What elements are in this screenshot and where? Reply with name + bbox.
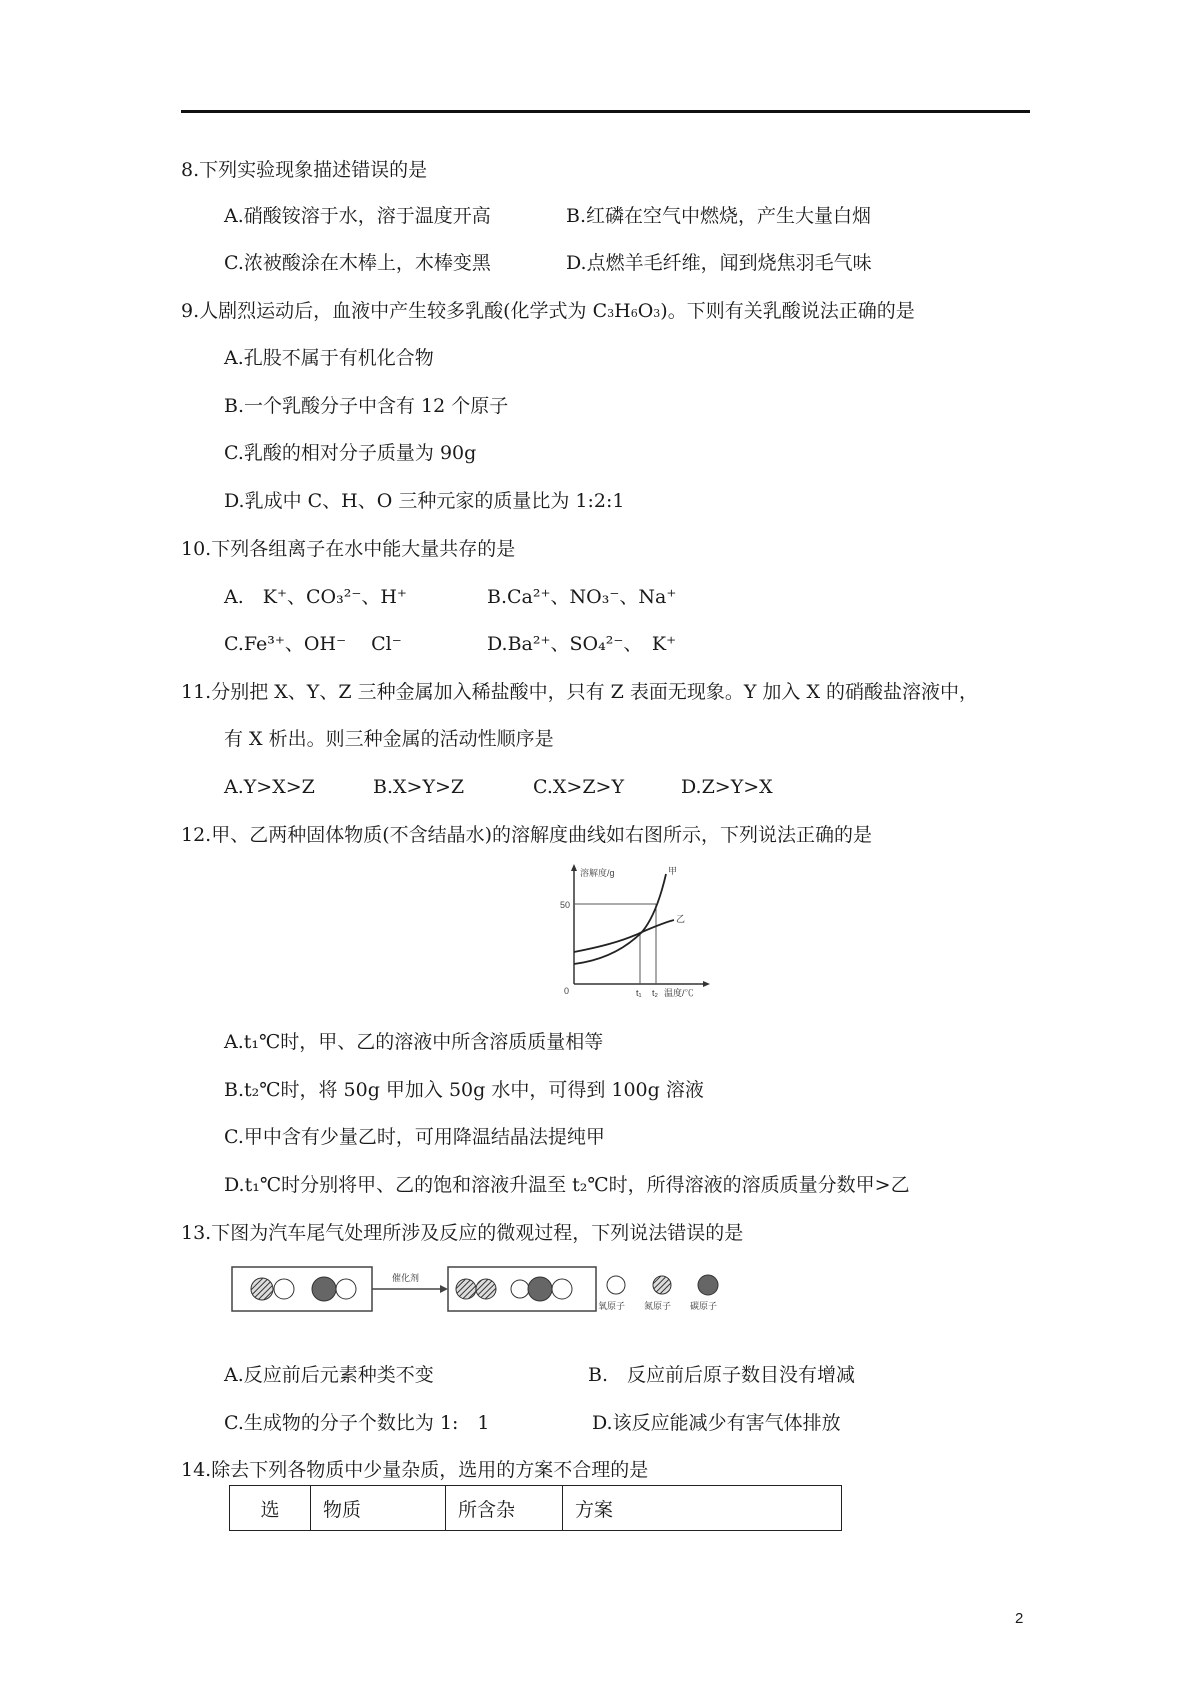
header-substance: 物质: [311, 1486, 446, 1531]
q9-stem-post: )。下则有关乳酸说法正确的是: [660, 300, 915, 322]
reactant-oxygen-atom-2: [336, 1279, 356, 1299]
tick-t1: t₁: [636, 988, 642, 998]
legend-carbon-icon: [698, 1275, 718, 1295]
q11-stem-line1: 11.分别把 X、Y、Z 三种金属加入稀盐酸中，只有 Z 表面无现象。Y 加入 X 的硝酸盐溶液中，: [181, 681, 979, 703]
legend-nitrogen-icon: [653, 1276, 671, 1294]
product-carbon-atom: [528, 1277, 552, 1301]
q12-option-a: A.t₁℃时，甲、乙的溶液中所含溶质质量相等: [224, 1031, 604, 1053]
q11-stem-line2: 有 X 析出。则三种金属的活动性顺序是: [224, 728, 554, 750]
formula-o-sub: 3: [653, 307, 661, 320]
header-rule: [181, 110, 1030, 113]
q14-stem: 14.除去下列各物质中少量杂质，选用的方案不合理的是: [181, 1459, 649, 1481]
q8-stem: 8.下列实验现象描述错误的是: [181, 159, 428, 181]
formula-h: H: [614, 300, 631, 322]
header-impurity: 所含杂: [446, 1486, 563, 1531]
header-option: 选: [230, 1486, 311, 1531]
q13-option-b: B. 反应前后原子数目没有增减: [588, 1364, 856, 1386]
q11-option-a: A.Y>X>Z: [224, 776, 315, 798]
q9-option-b: B.一个乳酸分子中含有 12 个原子: [224, 395, 509, 417]
q9-stem-pre: 9.人剧烈运动后，血液中产生较多乳酸(化学式为: [181, 300, 593, 322]
reaction-arrowhead: [440, 1285, 448, 1293]
table-header-row: [230, 1486, 842, 1531]
q9-option-d: D.乳成中 C、H、O 三种元家的质量比为 1:2:1: [224, 490, 625, 512]
y-axis-arrow: [571, 864, 577, 871]
legend-nitrogen-label: 氮原子: [644, 1301, 672, 1311]
q8-option-b: B.红磷在空气中燃烧，产生大量白烟: [566, 205, 872, 227]
formula-h-sub: 6: [630, 307, 638, 320]
series-label-jia: 甲: [668, 866, 678, 876]
q13-option-c: C.生成物的分子个数比为 1: 1: [224, 1412, 490, 1434]
q8-option-d: D.点燃羊毛纤维，闻到烧焦羽毛气味: [566, 252, 872, 274]
q11-option-d: D.Z>Y>X: [681, 776, 773, 798]
solubility-curve-chart: [556, 860, 716, 1000]
x-axis-arrow: [703, 981, 710, 987]
legend-oxygen-icon: [607, 1276, 625, 1294]
q13-option-a: A.反应前后元素种类不变: [224, 1364, 434, 1386]
y-tick-50: 50: [560, 900, 571, 910]
header-method: 方案: [563, 1486, 842, 1531]
product-nitrogen-atom-1: [456, 1279, 476, 1299]
q8-option-a: A.硝酸铵溶于水，溶于温度开高: [224, 205, 491, 227]
y-axis-label: 溶解度/g: [580, 868, 615, 878]
q12-option-c: C.甲中含有少量乙时，可用降温结晶法提纯甲: [224, 1126, 605, 1148]
q9-option-c: C.乳酸的相对分子质量为 90g: [224, 442, 477, 464]
q13-option-d: D.该反应能减少有害气体排放: [592, 1412, 841, 1434]
origin-label: 0: [564, 986, 570, 996]
q9-stem: [181, 299, 915, 326]
legend-oxygen-label: 氧原子: [598, 1301, 626, 1311]
q8-option-c: C.浓被酸涂在木棒上，木棒变黑: [224, 252, 491, 274]
reactant-oxygen-atom: [274, 1279, 294, 1299]
tick-t2: t₂: [652, 988, 658, 998]
reaction-micro-diagram: [230, 1265, 790, 1313]
q13-stem: 13.下图为汽车尾气处理所涉及反应的微观过程，下列说法错误的是: [181, 1222, 744, 1244]
q12-option-d: D.t₁℃时分别将甲、乙的饱和溶液升温至 t₂℃时，所得溶液的溶质质量分数甲>乙: [224, 1174, 910, 1196]
catalyst-label: 催化剂: [392, 1273, 420, 1283]
product-oxygen-atom-1: [511, 1280, 529, 1298]
legend-carbon-label: 碳原子: [690, 1301, 718, 1311]
product-oxygen-atom-2: [552, 1279, 572, 1299]
q14-table: [229, 1485, 842, 1531]
x-axis-label: 温度/℃: [664, 988, 694, 998]
q12-option-b: B.t₂℃时，将 50g 甲加入 50g 水中，可得到 100g 溶液: [224, 1079, 704, 1101]
q9-option-a: A.孔股不属于有机化合物: [224, 347, 434, 369]
reactant-carbon-atom: [312, 1277, 336, 1301]
q11-option-c: C.X>Z>Y: [533, 776, 625, 798]
q10-option-d: D.Ba²⁺、SO₄²⁻、 K⁺: [487, 633, 677, 655]
q10-option-a: A. K⁺、CO₃²⁻、H⁺: [224, 586, 407, 608]
page-number: 2: [1015, 1610, 1024, 1627]
formula-o: O: [637, 300, 654, 322]
q10-option-b: B.Ca²⁺、NO₃⁻、Na⁺: [487, 586, 677, 608]
reactant-nitrogen-atom: [251, 1278, 273, 1300]
q12-stem: 12.甲、乙两种固体物质(不含结晶水)的溶解度曲线如右图所示，下列说法正确的是: [181, 824, 873, 846]
product-nitrogen-atom-2: [476, 1279, 496, 1299]
formula-c: C: [592, 300, 608, 322]
series-label-yi: 乙: [676, 914, 686, 924]
q10-option-c: C.Fe³⁺、OH⁻ Cl⁻: [224, 633, 402, 655]
q11-option-b: B.X>Y>Z: [373, 776, 465, 798]
curve-jia: [574, 874, 666, 964]
formula-c-sub: 3: [607, 307, 615, 320]
q10-stem: 10.下列各组离子在水中能大量共存的是: [181, 538, 516, 560]
